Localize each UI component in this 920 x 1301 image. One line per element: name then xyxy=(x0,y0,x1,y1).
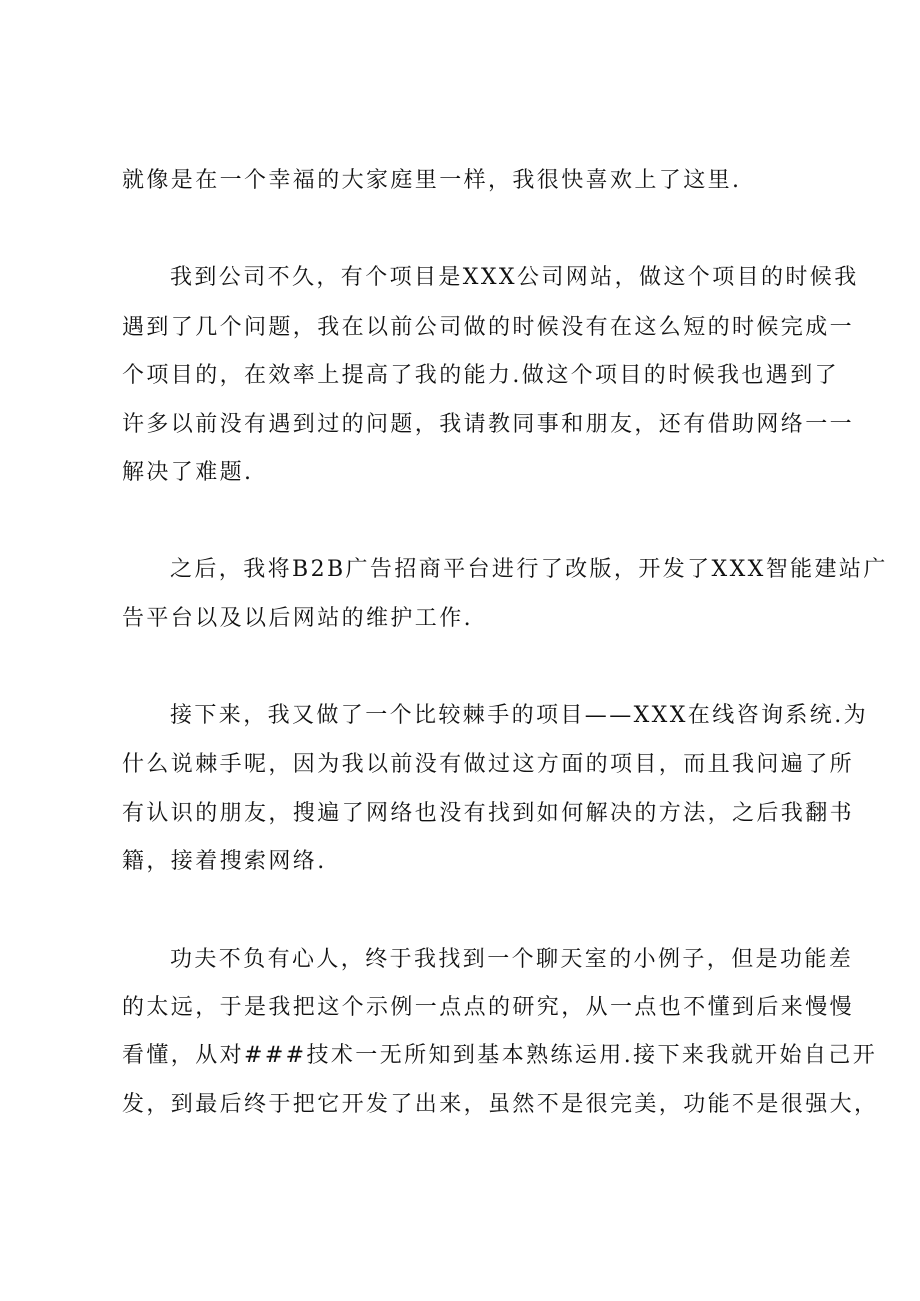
paragraph-3-line-1: 之后，我将B2B广告招商平台进行了改版，开发了XXX智能建站广 xyxy=(170,557,888,582)
paragraph-5-line-3: 看懂，从对###技术一无所知到基本熟练运用.接下来我就开始自己开 xyxy=(122,1043,878,1068)
paragraph-3-line-2: 告平台以及以后网站的维护工作. xyxy=(122,606,473,631)
paragraph-4-line-2: 什么说棘手呢，因为我以前没有做过这方面的项目，而且我问遍了所 xyxy=(122,752,855,777)
paragraph-4-line-4: 籍，接着搜索网络. xyxy=(122,849,327,874)
paragraph-2-line-5: 解决了难题. xyxy=(122,460,254,485)
paragraph-5-line-1: 功夫不负有心人，终于我找到一个聊天室的小例子，但是功能差 xyxy=(170,947,854,972)
paragraph-2-line-2: 遇到了几个问题，我在以前公司做的时候没有在这么短的时候完成一 xyxy=(122,315,855,340)
paragraph-4-line-3: 有认识的朋友，搜遍了网络也没有找到如何解决的方法，之后我翻书 xyxy=(122,801,855,826)
paragraph-2-line-3: 个项目的，在效率上提高了我的能力.做这个项目的时候我也遇到了 xyxy=(122,363,839,388)
paragraph-4-line-1: 接下来，我又做了一个比较棘手的项目——XXX在线咨询系统.为 xyxy=(170,703,868,728)
paragraph-2-line-1: 我到公司不久，有个项目是XXX公司网站，做这个项目的时候我 xyxy=(170,265,859,290)
paragraph-1-line-1: 就像是在一个幸福的大家庭里一样，我很快喜欢上了这里. xyxy=(122,168,742,193)
paragraph-5-line-4: 发，到最后终于把它开发了出来，虽然不是很完美，功能不是很强大， xyxy=(122,1092,879,1117)
paragraph-5-line-2: 的太远，于是我把这个示例一点点的研究，从一点也不懂到后来慢慢 xyxy=(122,995,855,1020)
paragraph-2-line-4: 许多以前没有遇到过的问题，我请教同事和朋友，还有借助网络一一 xyxy=(122,412,855,437)
